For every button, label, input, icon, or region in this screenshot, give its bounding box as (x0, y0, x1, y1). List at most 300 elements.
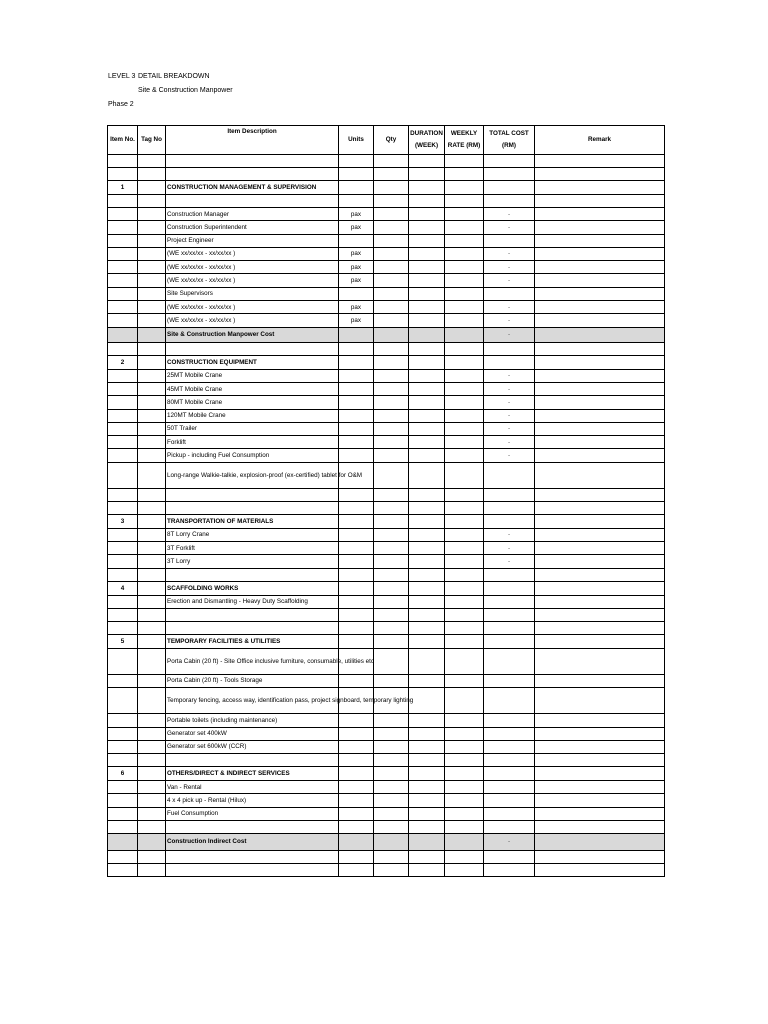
table-row (108, 342, 665, 355)
cell-description: TEMPORARY FACILITIES & UTILITIES (166, 634, 339, 648)
cell-tag-no (138, 181, 166, 195)
cell-description (166, 488, 339, 501)
cell-weekly-rate (445, 301, 484, 314)
document-subtitle: Site & Construction Manpower (138, 87, 233, 94)
cell-item-no: 6 (108, 767, 138, 781)
cell-description: 25MT Mobile Crane (166, 369, 339, 382)
cell-description: (WE xx/xx/xx - xx/xx/xx ) (166, 261, 339, 274)
cell-remark (535, 781, 665, 794)
cell-tag-no (138, 369, 166, 382)
cell-units (339, 396, 374, 409)
cell-remark (535, 409, 665, 422)
cell-item-no (108, 608, 138, 621)
cell-remark (535, 274, 665, 287)
cell-units (339, 195, 374, 208)
cell-remark (535, 488, 665, 501)
cell-tag-no (138, 542, 166, 555)
cell-item-no (108, 794, 138, 807)
cell-remark (535, 608, 665, 621)
cell-qty (374, 568, 409, 581)
cell-weekly-rate (445, 634, 484, 648)
cell-remark (535, 501, 665, 514)
cell-total-cost (484, 864, 535, 877)
cell-duration (409, 648, 445, 674)
cell-units (339, 501, 374, 514)
phase-label: Phase 2 (108, 101, 134, 108)
cell-item-no (108, 542, 138, 555)
cell-description: Long-range Walkie-talkie, explosion-proof (ex-certified) tablet for O&M (166, 462, 339, 488)
cell-item-no: 3 (108, 514, 138, 528)
cell-qty (374, 794, 409, 807)
cell-remark (535, 648, 665, 674)
table-row (108, 794, 665, 807)
cell-duration (409, 234, 445, 247)
cell-remark (535, 301, 665, 314)
cell-description (166, 821, 339, 834)
cell-description (166, 568, 339, 581)
cell-total-cost (484, 688, 535, 714)
cell-item-no (108, 274, 138, 287)
cell-units (339, 754, 374, 767)
cell-item-no (108, 449, 138, 462)
cell-duration (409, 314, 445, 327)
table-row (108, 864, 665, 877)
cell-total-cost: - (484, 542, 535, 555)
cell-weekly-rate (445, 436, 484, 449)
cell-description: (WE xx/xx/xx - xx/xx/xx ) (166, 274, 339, 287)
cell-units (339, 727, 374, 740)
cell-remark (535, 851, 665, 864)
cell-duration (409, 287, 445, 300)
cell-duration (409, 528, 445, 541)
cell-tag-no (138, 247, 166, 260)
cell-duration (409, 422, 445, 435)
cell-total-cost: - (484, 261, 535, 274)
cell-total-cost (484, 851, 535, 864)
cell-description: Erection and Dismantling - Heavy Duty Scaffolding (166, 595, 339, 608)
cell-qty (374, 621, 409, 634)
cell-tag-no (138, 234, 166, 247)
cell-remark (535, 834, 665, 851)
cell-qty (374, 608, 409, 621)
cell-item-no (108, 208, 138, 221)
cell-description: 80MT Mobile Crane (166, 396, 339, 409)
cell-item-no (108, 621, 138, 634)
table-row (108, 488, 665, 501)
table-row (108, 301, 665, 314)
cell-remark (535, 555, 665, 568)
cell-qty (374, 648, 409, 674)
cell-tag-no (138, 314, 166, 327)
cell-description: CONSTRUCTION MANAGEMENT & SUPERVISION (166, 181, 339, 195)
cell-total-cost (484, 674, 535, 687)
table-row (108, 528, 665, 541)
cell-weekly-rate (445, 396, 484, 409)
cell-tag-no (138, 514, 166, 528)
cell-remark (535, 261, 665, 274)
cell-remark (535, 155, 665, 168)
cell-total-cost (484, 342, 535, 355)
cell-weekly-rate (445, 221, 484, 234)
cell-total-cost (484, 514, 535, 528)
table-row (108, 261, 665, 274)
cell-tag-no (138, 568, 166, 581)
cell-item-no (108, 555, 138, 568)
cell-qty (374, 595, 409, 608)
cell-description (166, 864, 339, 877)
cell-duration (409, 247, 445, 260)
cell-units (339, 794, 374, 807)
cell-tag-no (138, 834, 166, 851)
cost-breakdown-table (107, 125, 665, 877)
cell-weekly-rate (445, 327, 484, 342)
cell-qty (374, 327, 409, 342)
cell-weekly-rate (445, 287, 484, 300)
table-row (108, 409, 665, 422)
cell-weekly-rate (445, 409, 484, 422)
cell-remark (535, 754, 665, 767)
cell-weekly-rate (445, 488, 484, 501)
cell-weekly-rate (445, 247, 484, 260)
section-row (108, 634, 665, 648)
cell-total-cost (484, 181, 535, 195)
cell-total-cost: - (484, 555, 535, 568)
cell-weekly-rate (445, 514, 484, 528)
cell-qty (374, 807, 409, 820)
cell-qty (374, 740, 409, 753)
cell-item-no (108, 501, 138, 514)
cell-tag-no (138, 301, 166, 314)
cell-weekly-rate (445, 369, 484, 382)
cell-units (339, 851, 374, 864)
cell-item-no (108, 674, 138, 687)
cell-units: pax (339, 301, 374, 314)
table-row (108, 436, 665, 449)
cell-units (339, 555, 374, 568)
table-row (108, 542, 665, 555)
cell-units (339, 608, 374, 621)
cell-duration (409, 382, 445, 395)
cell-weekly-rate (445, 528, 484, 541)
cell-item-no (108, 221, 138, 234)
cell-tag-no (138, 355, 166, 369)
cell-total-cost (484, 488, 535, 501)
table-row (108, 608, 665, 621)
cell-total-cost (484, 581, 535, 595)
cell-description: Construction Manager (166, 208, 339, 221)
cell-units: pax (339, 274, 374, 287)
cell-units (339, 740, 374, 753)
cell-units (339, 436, 374, 449)
cell-qty (374, 449, 409, 462)
cell-duration (409, 834, 445, 851)
cell-qty (374, 155, 409, 168)
cell-qty (374, 674, 409, 687)
cell-description: (WE xx/xx/xx - xx/xx/xx ) (166, 314, 339, 327)
cell-remark (535, 568, 665, 581)
table-row (108, 462, 665, 488)
breakdown-label: DETAIL BREAKDOWN (138, 73, 210, 80)
cell-qty (374, 181, 409, 195)
table-row (108, 555, 665, 568)
cell-duration (409, 449, 445, 462)
cell-duration (409, 781, 445, 794)
cell-tag-no (138, 168, 166, 181)
cell-units (339, 181, 374, 195)
cell-remark (535, 714, 665, 727)
cell-weekly-rate (445, 274, 484, 287)
cell-duration (409, 727, 445, 740)
table-row (108, 195, 665, 208)
cell-description: (WE xx/xx/xx - xx/xx/xx ) (166, 247, 339, 260)
cell-remark (535, 794, 665, 807)
cell-weekly-rate (445, 648, 484, 674)
table-row (108, 274, 665, 287)
cell-item-no (108, 409, 138, 422)
cell-description (166, 851, 339, 864)
cell-item-no (108, 834, 138, 851)
cell-tag-no (138, 851, 166, 864)
cell-weekly-rate (445, 740, 484, 753)
cell-duration (409, 355, 445, 369)
cell-qty (374, 221, 409, 234)
cell-weekly-rate (445, 568, 484, 581)
cell-units (339, 568, 374, 581)
cell-weekly-rate (445, 608, 484, 621)
cell-description: (WE xx/xx/xx - xx/xx/xx ) (166, 301, 339, 314)
cell-tag-no (138, 327, 166, 342)
cell-qty (374, 462, 409, 488)
cell-weekly-rate (445, 555, 484, 568)
table-row (108, 568, 665, 581)
cell-tag-no (138, 714, 166, 727)
cell-qty (374, 261, 409, 274)
cell-item-no (108, 247, 138, 260)
cell-total-cost (484, 794, 535, 807)
cell-remark (535, 807, 665, 820)
cell-total-cost: - (484, 449, 535, 462)
cell-remark (535, 740, 665, 753)
cell-qty (374, 528, 409, 541)
cell-qty (374, 781, 409, 794)
cell-qty (374, 234, 409, 247)
cell-total-cost: - (484, 409, 535, 422)
cell-tag-no (138, 864, 166, 877)
cell-item-no (108, 234, 138, 247)
cell-units (339, 327, 374, 342)
cell-duration (409, 301, 445, 314)
cell-units (339, 355, 374, 369)
cell-duration (409, 181, 445, 195)
cell-total-cost (484, 608, 535, 621)
cell-tag-no (138, 648, 166, 674)
col-header-description: Item Description (166, 126, 339, 155)
cell-units (339, 807, 374, 820)
cell-qty (374, 301, 409, 314)
cell-tag-no (138, 261, 166, 274)
cell-remark (535, 181, 665, 195)
cell-qty (374, 247, 409, 260)
cell-total-cost: - (484, 528, 535, 541)
cell-item-no (108, 648, 138, 674)
cell-weekly-rate (445, 542, 484, 555)
cell-description: Van - Rental (166, 781, 339, 794)
cell-description: Construction Superintendent (166, 221, 339, 234)
cell-tag-no (138, 274, 166, 287)
cell-remark (535, 821, 665, 834)
cell-units (339, 514, 374, 528)
subtotal-row (108, 834, 665, 851)
cell-weekly-rate (445, 727, 484, 740)
cell-remark (535, 221, 665, 234)
cell-total-cost: - (484, 301, 535, 314)
cell-remark (535, 234, 665, 247)
cell-units (339, 422, 374, 435)
cell-remark (535, 195, 665, 208)
cell-duration (409, 501, 445, 514)
cell-duration (409, 514, 445, 528)
cell-weekly-rate (445, 261, 484, 274)
cell-tag-no (138, 740, 166, 753)
cell-description (166, 754, 339, 767)
cell-duration (409, 621, 445, 634)
cell-weekly-rate (445, 781, 484, 794)
cell-remark (535, 595, 665, 608)
cell-tag-no (138, 449, 166, 462)
cell-remark (535, 369, 665, 382)
cell-description: Temporary fencing, access way, identification pass, project signboard, temporary lighting (166, 688, 339, 714)
cell-item-no (108, 568, 138, 581)
cell-duration (409, 396, 445, 409)
cell-total-cost (484, 634, 535, 648)
cell-total-cost (484, 821, 535, 834)
cell-description: Pickup - including Fuel Consumption (166, 449, 339, 462)
cell-item-no (108, 462, 138, 488)
cell-qty (374, 754, 409, 767)
table-row (108, 155, 665, 168)
cell-tag-no (138, 555, 166, 568)
cell-duration (409, 342, 445, 355)
cell-qty (374, 422, 409, 435)
cell-tag-no (138, 621, 166, 634)
cell-tag-no (138, 821, 166, 834)
cell-units (339, 767, 374, 781)
cell-remark (535, 542, 665, 555)
cell-description: Portable toilets (including maintenance) (166, 714, 339, 727)
cell-tag-no (138, 287, 166, 300)
table-row (108, 168, 665, 181)
cell-remark (535, 767, 665, 781)
cell-duration (409, 581, 445, 595)
cell-units: pax (339, 208, 374, 221)
cell-remark (535, 864, 665, 877)
cell-qty (374, 851, 409, 864)
cell-total-cost (484, 168, 535, 181)
table-row (108, 821, 665, 834)
cell-duration (409, 595, 445, 608)
cell-remark (535, 581, 665, 595)
cell-qty (374, 342, 409, 355)
cell-duration (409, 488, 445, 501)
cell-duration (409, 409, 445, 422)
table-row (108, 688, 665, 714)
cell-duration (409, 754, 445, 767)
cell-tag-no (138, 794, 166, 807)
cell-units (339, 621, 374, 634)
cell-item-no (108, 436, 138, 449)
cell-qty (374, 369, 409, 382)
cell-tag-no (138, 208, 166, 221)
cell-duration (409, 674, 445, 687)
cell-total-cost (484, 727, 535, 740)
cell-description: 50T Trailer (166, 422, 339, 435)
cell-remark (535, 674, 665, 687)
cell-total-cost: - (484, 221, 535, 234)
cell-qty (374, 274, 409, 287)
cell-units (339, 488, 374, 501)
cell-units (339, 528, 374, 541)
cell-units (339, 714, 374, 727)
table-row (108, 382, 665, 395)
cell-weekly-rate (445, 688, 484, 714)
section-row (108, 181, 665, 195)
cell-units (339, 155, 374, 168)
cell-duration (409, 714, 445, 727)
cell-tag-no (138, 342, 166, 355)
table-row (108, 396, 665, 409)
cell-qty (374, 542, 409, 555)
level-label: LEVEL 3 (108, 73, 136, 80)
cell-description: Fuel Consumption (166, 807, 339, 820)
cell-item-no (108, 369, 138, 382)
cell-total-cost: - (484, 208, 535, 221)
table-row (108, 287, 665, 300)
cell-description: Generator set 400kW (166, 727, 339, 740)
cell-description: OTHERS/DIRECT & INDIRECT SERVICES (166, 767, 339, 781)
cell-duration (409, 767, 445, 781)
cell-weekly-rate (445, 851, 484, 864)
table-row (108, 674, 665, 687)
cell-weekly-rate (445, 462, 484, 488)
col-header-total-cost: TOTAL COST (RM) (484, 126, 535, 155)
cell-duration (409, 208, 445, 221)
cell-item-no (108, 287, 138, 300)
cell-total-cost (484, 754, 535, 767)
cell-remark (535, 462, 665, 488)
cell-total-cost (484, 501, 535, 514)
section-row (108, 514, 665, 528)
section-row (108, 767, 665, 781)
table-row (108, 754, 665, 767)
cell-tag-no (138, 221, 166, 234)
subtotal-row (108, 327, 665, 342)
cell-tag-no (138, 436, 166, 449)
cell-total-cost: - (484, 274, 535, 287)
cell-weekly-rate (445, 754, 484, 767)
cell-item-no (108, 821, 138, 834)
cell-description: 8T Lorry Crane (166, 528, 339, 541)
cell-qty (374, 208, 409, 221)
table-row (108, 314, 665, 327)
cell-duration (409, 462, 445, 488)
cell-units (339, 595, 374, 608)
table-header-row (108, 126, 665, 155)
cell-weekly-rate (445, 168, 484, 181)
cell-duration (409, 864, 445, 877)
cell-units (339, 542, 374, 555)
cell-description: 4 x 4 pick up - Rental (Hilux) (166, 794, 339, 807)
cell-description (166, 195, 339, 208)
